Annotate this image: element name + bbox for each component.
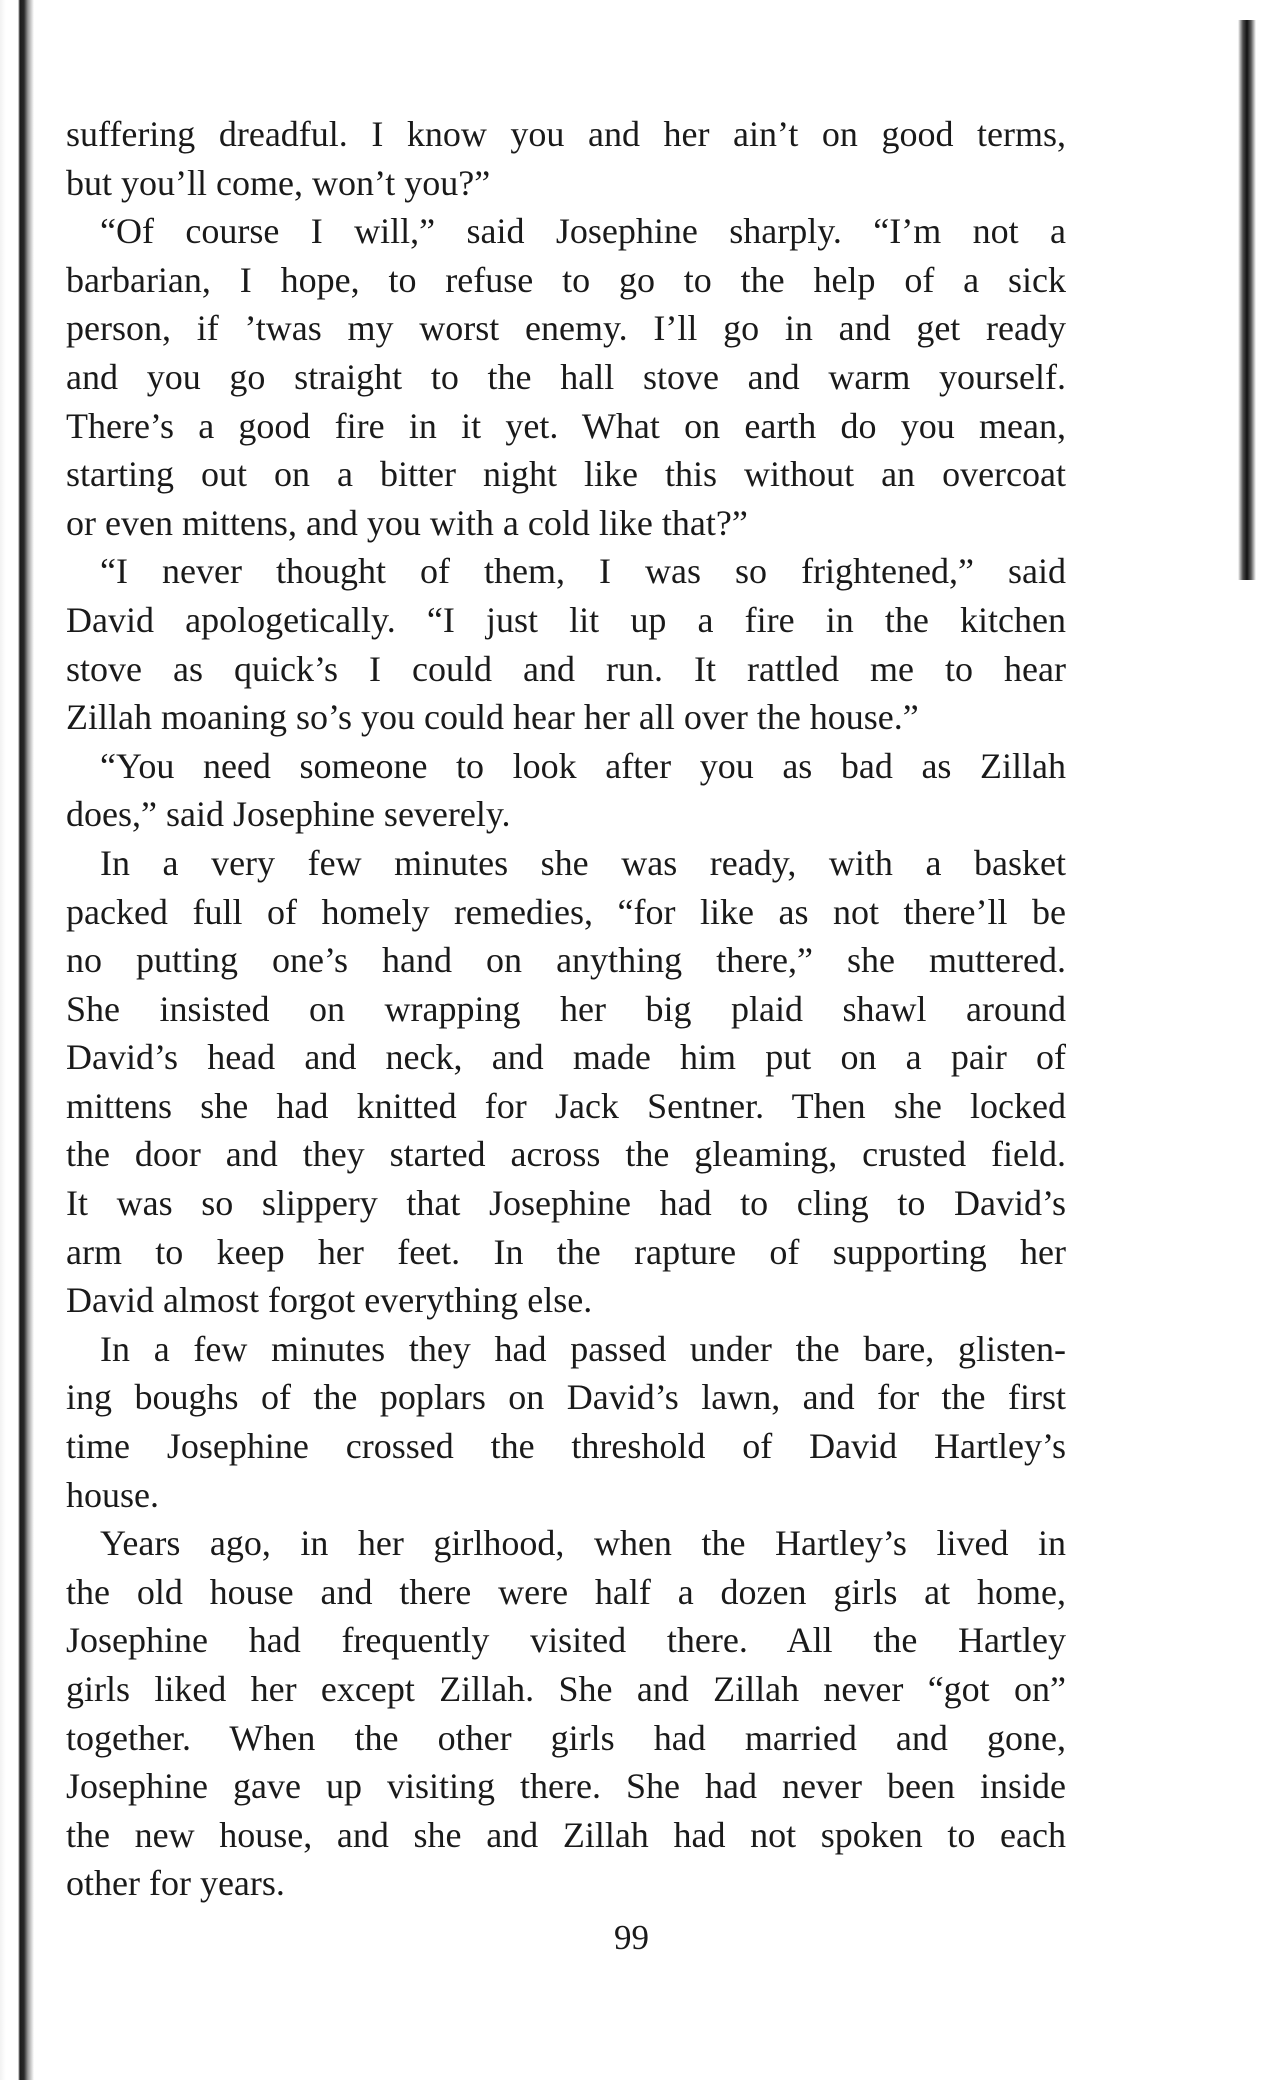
text-line: the new house, and she and Zillah had not spoken to each xyxy=(66,1814,1066,1855)
text-line: starting out on a bitter night like this without an overcoat xyxy=(66,454,1066,495)
text-line: Zillah moaning so’s you could hear her all over the house.” xyxy=(66,697,919,738)
text-line: It was so slippery that Josephine had to cling to David’s xyxy=(66,1183,1066,1224)
text-line: She insisted on wrapping her big plaid shawl around xyxy=(66,988,1066,1029)
text-line: barbarian, I hope, to refuse to go to the help of a sick xyxy=(66,259,1066,300)
text-line: mittens she had knitted for Jack Sentner. Then she locked xyxy=(66,1085,1066,1126)
text-line: other for years. xyxy=(66,1863,285,1904)
text-line: “Of course I will,” said Josephine sharply. “I’m not a xyxy=(100,211,1066,252)
text-line: the old house and there were half a dozen girls at home, xyxy=(66,1571,1066,1612)
page-edge-shadow xyxy=(1238,20,1256,580)
text-line: or even mittens, and you with a cold like that?” xyxy=(66,502,748,543)
page-number: 99 xyxy=(614,1918,649,1957)
text-line: David almost forgot everything else. xyxy=(66,1280,593,1321)
text-line: David’s head and neck, and made him put on a pair of xyxy=(66,1037,1066,1078)
text-line: Josephine gave up visiting there. She had never been inside xyxy=(66,1766,1066,1807)
text-line: “I never thought of them, I was so frightened,” said xyxy=(100,551,1066,592)
text-line: house. xyxy=(66,1474,159,1515)
page-body xyxy=(66,110,1066,1908)
text-line: packed full of homely remedies, “for like as not there’ll be xyxy=(66,891,1066,932)
text-line: but you’ll come, won’t you?” xyxy=(66,162,491,203)
text-line: time Josephine crossed the threshold of David Hartley’s xyxy=(66,1426,1066,1467)
text-line: Josephine had frequently visited there. All the Hartley xyxy=(66,1620,1066,1661)
page-binding-shadow xyxy=(0,0,34,2080)
text-line: together. When the other girls had married and gone, xyxy=(66,1717,1066,1758)
text-line: does,” said Josephine severely. xyxy=(66,794,511,835)
text-line: stove as quick’s I could and run. It rattled me to hear xyxy=(66,648,1066,689)
text-line: suffering dreadful. I know you and her ain’t on good terms, xyxy=(66,114,1066,154)
text-line: In a few minutes they had passed under the bare, glisten- xyxy=(100,1328,1066,1369)
text-line: “You need someone to look after you as bad as Zillah xyxy=(100,745,1066,786)
text-line: the door and they started across the gleaming, crusted field. xyxy=(66,1134,1066,1175)
text-line: arm to keep her feet. In the rapture of supporting her xyxy=(66,1231,1066,1272)
text-line: David apologetically. “I just lit up a fire in the kitchen xyxy=(66,599,1066,640)
text-line: and you go straight to the hall stove and warm yourself. xyxy=(66,356,1066,397)
text-line: Years ago, in her girlhood, when the Hartley’s lived in xyxy=(100,1523,1066,1564)
text-line: person, if ’twas my worst enemy. I’ll go in and get ready xyxy=(66,308,1066,349)
text-line: In a very few minutes she was ready, with a basket xyxy=(100,842,1066,883)
text-line: no putting one’s hand on anything there,” she muttered. xyxy=(66,940,1066,981)
text-line: There’s a good fire in it yet. What on earth do you mean, xyxy=(66,405,1066,446)
text-line: ing boughs of the poplars on David’s lawn, and for the first xyxy=(66,1377,1066,1418)
text-line: girls liked her except Zillah. She and Zillah never “got on” xyxy=(66,1669,1066,1709)
